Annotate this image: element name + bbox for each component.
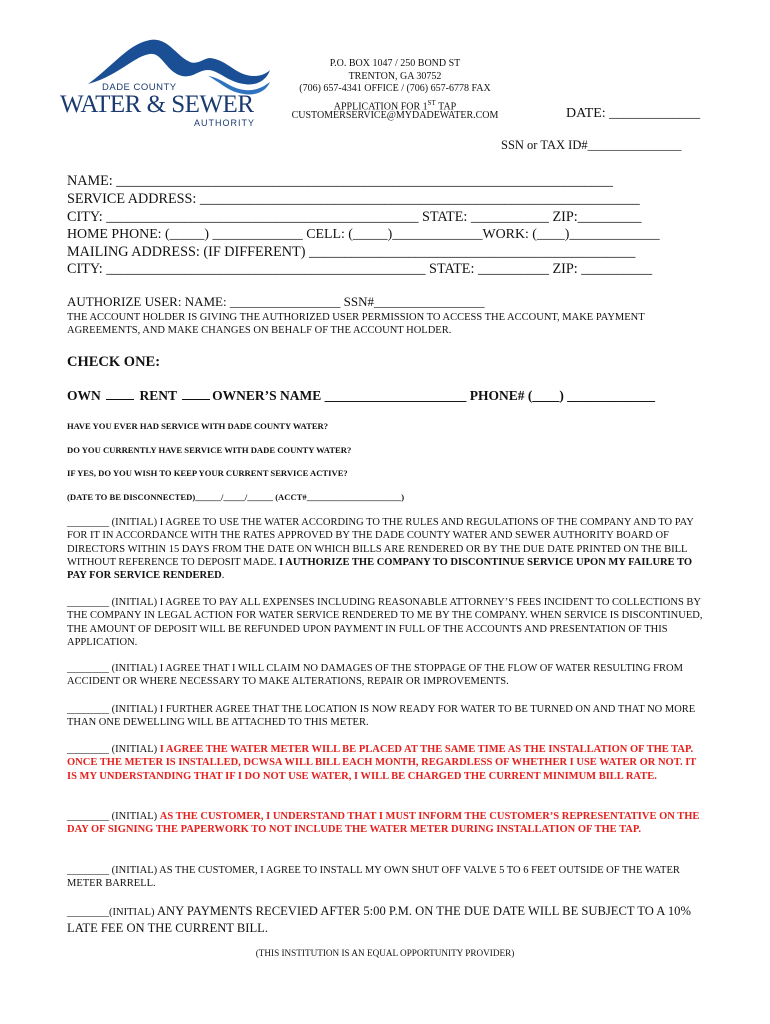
initial-paragraph-4: ________ (INITIAL) I FURTHER AGREE THAT THE LOCATION IS NOW READY FOR WATER TO BE TURNED ON AND THAT NO MORE THAN ONE DEWELLING WILL BE ATTACHED TO THIS METER.	[67, 704, 696, 729]
header-phone: (706) 657-4341 OFFICE / (706) 657-6778 FAX	[299, 83, 491, 94]
initial-paragraph-7: ________ (INITIAL) AS THE CUSTOMER, I AGREE TO INSTALL MY OWN SHUT OFF VALVE 5 TO 6 FEET OUTSIDE OF THE WATER METER BARRELL.	[67, 865, 680, 890]
name-field[interactable]: NAME: ______________________________________________________________________	[67, 173, 613, 189]
date-field[interactable]: DATE: _____________	[566, 106, 701, 121]
initial-paragraph-3: ________ (INITIAL) I AGREE THAT I WILL CLAIM NO DAMAGES OF THE STOPPAGE OF THE FLOW OF WATER RESULTING FROM ACCIDENT OR WHERE NECESSARY TO MAKE ALTERATIONS, REPAIR OR IMPROVEMENTS.	[67, 663, 683, 688]
initial-paragraph-5	[67, 743, 707, 783]
ssn-tax-id-field[interactable]: SSN or TAX ID#_______________	[501, 138, 682, 152]
question-current-service: DO YOU CURRENTLY HAVE SERVICE WITH DADE COUNTY WATER?	[67, 445, 352, 455]
question-keep-active: IF YES, DO YOU WISH TO KEEP YOUR CURRENT SERVICE ACTIVE?	[67, 468, 348, 478]
initial-paragraph-6	[67, 810, 707, 837]
phones-field[interactable]: HOME PHONE: (_____) _____________ CELL: (_____)_____________WORK: (____)_____________	[67, 227, 660, 242]
initial-paragraph-2: ________ (INITIAL) I AGREE TO PAY ALL EXPENSES INCLUDING REASONABLE ATTORNEY’S FEES INCIDENT TO COLLECTIONS BY THE COMPANY IN LEGAL ACTION FOR WATER SERVICE RENDERED TO ME BY THE COMPANY. WHEN SERVICE IS DISCONTINUED, THE AMOUNT OF DEPOSIT WILL BE REFUNDED UPON PAYMENT IN FULL OF THE ACCOUNTS AND PRESENTATION OF THIS APPLICATION.	[67, 597, 703, 648]
p8-prefix: ________(INITIAL)	[67, 907, 155, 918]
rent-label: RENT	[139, 388, 177, 403]
authorize-user-field[interactable]: AUTHORIZE USER: NAME: _________________ SSN#_________________	[67, 294, 485, 309]
initial-paragraph-8	[67, 904, 707, 936]
p1-text: ________ (INITIAL) I AGREE TO USE THE WATER ACCORDING TO THE RULES AND REGULATIONS OF THE COMPANY AND TO PAY FOR IT IN ACCORDANCE WITH THE RATES APPROVED BY THE DADE COUNTY WATER AND SEWER AUTHORITY BOARD OF DIRECTORS WITHIN 15 DAYS FROM THE DATE ON WHICH BILLS ARE RENDERED OR BY THE DUE DATE PRINTED ON THE BILL WITHOUT REFERENCE TO DEPOSIT MADE.	[67, 517, 694, 568]
own-label: OWN	[67, 388, 101, 403]
p5-prefix: ________ (INITIAL)	[67, 744, 160, 755]
p8-text: ANY PAYMENTS RECEVIED AFTER 5:00 P.M. ON THE DUE DATE WILL BE SUBJECT TO A 10% LATE FEE ON THE CURRENT BILL.	[67, 904, 691, 935]
city-state-zip-field[interactable]: CITY: ____________________________________________ STATE: ___________ ZIP:_________	[67, 209, 642, 225]
p6-prefix: ________ (INITIAL)	[67, 811, 160, 822]
own-checkbox[interactable]	[106, 387, 134, 400]
header-address1: P.O. BOX 1047 / 250 BOND ST	[329, 58, 461, 69]
service-address-field[interactable]: SERVICE ADDRESS: ______________________________________________________________	[67, 191, 640, 207]
header-address2: TRENTON, GA 30752	[348, 71, 442, 82]
mailing-address-field[interactable]: MAILING ADDRESS: (IF DIFFERENT) ______________________________________________	[67, 244, 636, 260]
app-prefix: APPLICATION FOR 1	[333, 101, 428, 113]
logo-line2: WATER & SEWER	[60, 91, 254, 118]
owner-name-phone-field[interactable]: OWNER’S NAME _____________________ PHONE# (____) _____________	[212, 388, 656, 403]
app-suffix: TAP	[435, 101, 457, 113]
equal-opportunity-footer: (THIS INSTITUTION IS AN EQUAL OPPORTUNITY PROVIDER)	[255, 948, 515, 958]
check-one-heading: CHECK ONE:	[67, 354, 161, 370]
initial-paragraph-1	[67, 516, 707, 582]
question-had-service: HAVE YOU EVER HAD SERVICE WITH DADE COUNTY WATER?	[67, 421, 329, 431]
p1-end: .	[221, 570, 225, 582]
dade-county-water-sewer-logo	[58, 36, 278, 130]
logo-line1: DADE COUNTY	[102, 82, 177, 93]
p5-red-text: I AGREE THE WATER METER WILL BE PLACED AT THE SAME TIME AS THE INSTALLATION OF THE TAP. ONCE THE METER IS INSTALLED, DCWSA WILL BILL EACH MONTH, REGARDLESS OF WHETHER I USE WATER OR NOT. IT IS MY UNDERSTANDING THAT IF I DO NOT USE WATER, I WILL BE CHARGED THE CURRENT MINIMUM BILL RATE.	[67, 744, 697, 782]
p6-red-text: AS THE CUSTOMER, I UNDERSTAND THAT I MUST INFORM THE CUSTOMER’S REPRESENTATIVE ON THE DAY OF SIGNING THE PAPERWORK TO NOT INCLUDE THE WATER METER DURING INSTALLATION OF THE TAP.	[67, 811, 700, 836]
logo-line3: AUTHORITY	[194, 118, 256, 128]
rent-checkbox[interactable]	[182, 387, 210, 400]
disconnect-date-acct-field[interactable]: (DATE TO BE DISCONNECTED)______/_____/______ (ACCT#______________________)	[67, 492, 405, 502]
app-super: ST	[427, 99, 436, 107]
ownership-row	[67, 387, 655, 404]
p1-bold-text: I AUTHORIZE THE COMPANY TO DISCONTINUE SERVICE UPON MY FAILURE TO PAY FOR SERVICE RENDERED	[67, 556, 693, 582]
mailing-city-state-zip-field[interactable]: CITY: _____________________________________________ STATE: __________ ZIP: __________	[67, 261, 653, 277]
authorize-text: THE ACCOUNT HOLDER IS GIVING THE AUTHORIZED USER PERMISSION TO ACCESS THE ACCOUNT, MAKE PAYMENT AGREEMENTS, AND MAKE CHANGES ON BEHALF OF THE ACCOUNT HOLDER.	[67, 312, 645, 337]
header-email: CUSTOMERSERVICE@MYDADEWATER.COM	[291, 110, 499, 121]
